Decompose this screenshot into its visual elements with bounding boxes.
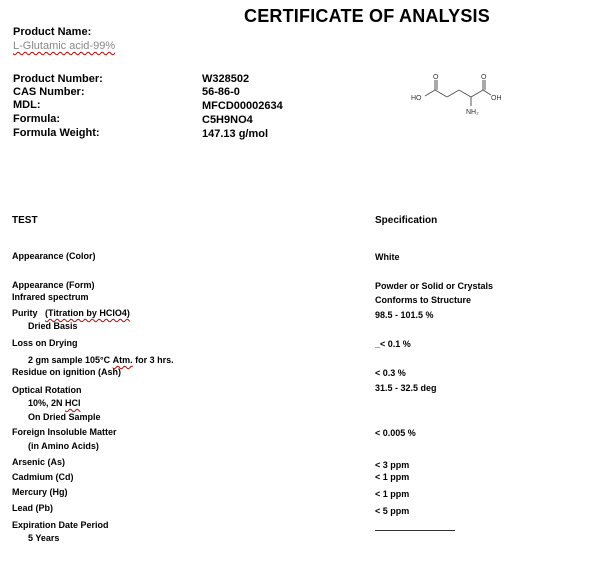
foreign-matter-test: Foreign Insoluble Matter — [12, 427, 117, 437]
ho-label: HO — [411, 95, 422, 102]
optical-hcl: HCl — [65, 398, 81, 408]
cas-number-label: CAS Number: — [13, 86, 85, 98]
product-number-value: W328502 — [202, 73, 250, 85]
formula-label: Formula: — [13, 113, 61, 125]
chemical-structure-image — [405, 70, 515, 120]
o-right-label: O — [481, 74, 487, 81]
mercury-test: Mercury (Hg) — [12, 487, 68, 497]
cadmium-test: Cadmium (Cd) — [12, 472, 74, 482]
formula-value: C5H9NO4 — [202, 114, 253, 126]
appearance-color-spec: White — [375, 252, 400, 262]
mdl-value: MFCD00002634 — [202, 100, 283, 112]
residue-test: Residue on ignition (Ash) — [12, 367, 121, 377]
optical-rotation-spec: 31.5 - 32.5 deg — [375, 383, 437, 393]
residue-spec: < 0.3 % — [375, 368, 406, 378]
appearance-color-test: Appearance (Color) — [12, 251, 96, 261]
lead-spec: < 5 ppm — [375, 506, 410, 516]
cadmium-spec: < 1 ppm — [375, 472, 410, 482]
test-column-header: TEST — [12, 215, 38, 226]
formula-weight-label: Formula Weight: — [13, 127, 100, 139]
loss-duration: for 3 hrs. — [132, 355, 174, 365]
formula-weight-value: 147.13 g/mol — [202, 128, 269, 140]
product-name-value: L-Glutamic acid-99% — [13, 40, 116, 52]
loss-atm: Atm. — [112, 355, 133, 365]
purity-method: (Titration by HClO4) — [45, 308, 130, 318]
loss-sample: 2 gm sample 105°C — [28, 355, 111, 365]
expiration-spec-line — [375, 530, 455, 531]
loss-on-drying-test: Loss on Drying — [12, 338, 78, 348]
expiration-sub: 5 Years — [28, 533, 60, 543]
o-left-label: O — [433, 74, 439, 81]
optical-concentration: 10%, 2N — [28, 398, 66, 408]
foreign-matter-spec: < 0.005 % — [375, 428, 416, 438]
loss-on-drying-sub — [28, 355, 174, 365]
mdl-label: MDL: — [13, 99, 41, 111]
purity-test — [12, 308, 130, 318]
purity-sub: Dried Basis — [28, 321, 78, 331]
lead-test: Lead (Pb) — [12, 503, 54, 513]
purity-label: Purity — [12, 308, 38, 318]
arsenic-test: Arsenic (As) — [12, 457, 66, 467]
mercury-spec: < 1 ppm — [375, 489, 410, 499]
optical-rotation-test: Optical Rotation — [12, 385, 82, 395]
appearance-form-test: Appearance (Form) — [12, 280, 95, 290]
infrared-test: Infrared spectrum — [12, 292, 89, 302]
page-title: CERTIFICATE OF ANALYSIS — [244, 6, 490, 26]
purity-spec: 98.5 - 101.5 % — [375, 310, 434, 320]
nh2-label: NH₂ — [466, 109, 479, 116]
loss-on-drying-spec: _< 0.1 % — [375, 339, 411, 349]
product-number-label: Product Number: — [13, 73, 103, 85]
optical-rotation-sub2: On Dried Sample — [28, 412, 101, 422]
cas-number-value: 56-86-0 — [202, 86, 240, 98]
infrared-spec: Conforms to Structure — [375, 295, 472, 305]
appearance-form-spec: Powder or Solid or Crystals — [375, 281, 494, 291]
oh-label: OH — [491, 95, 502, 102]
product-name-label: Product Name: — [13, 26, 92, 38]
arsenic-spec: < 3 ppm — [375, 460, 410, 470]
optical-rotation-sub1 — [28, 398, 81, 408]
specification-column-header: Specification — [375, 215, 438, 226]
expiration-test: Expiration Date Period — [12, 520, 109, 530]
foreign-matter-sub: (in Amino Acids) — [28, 441, 99, 451]
